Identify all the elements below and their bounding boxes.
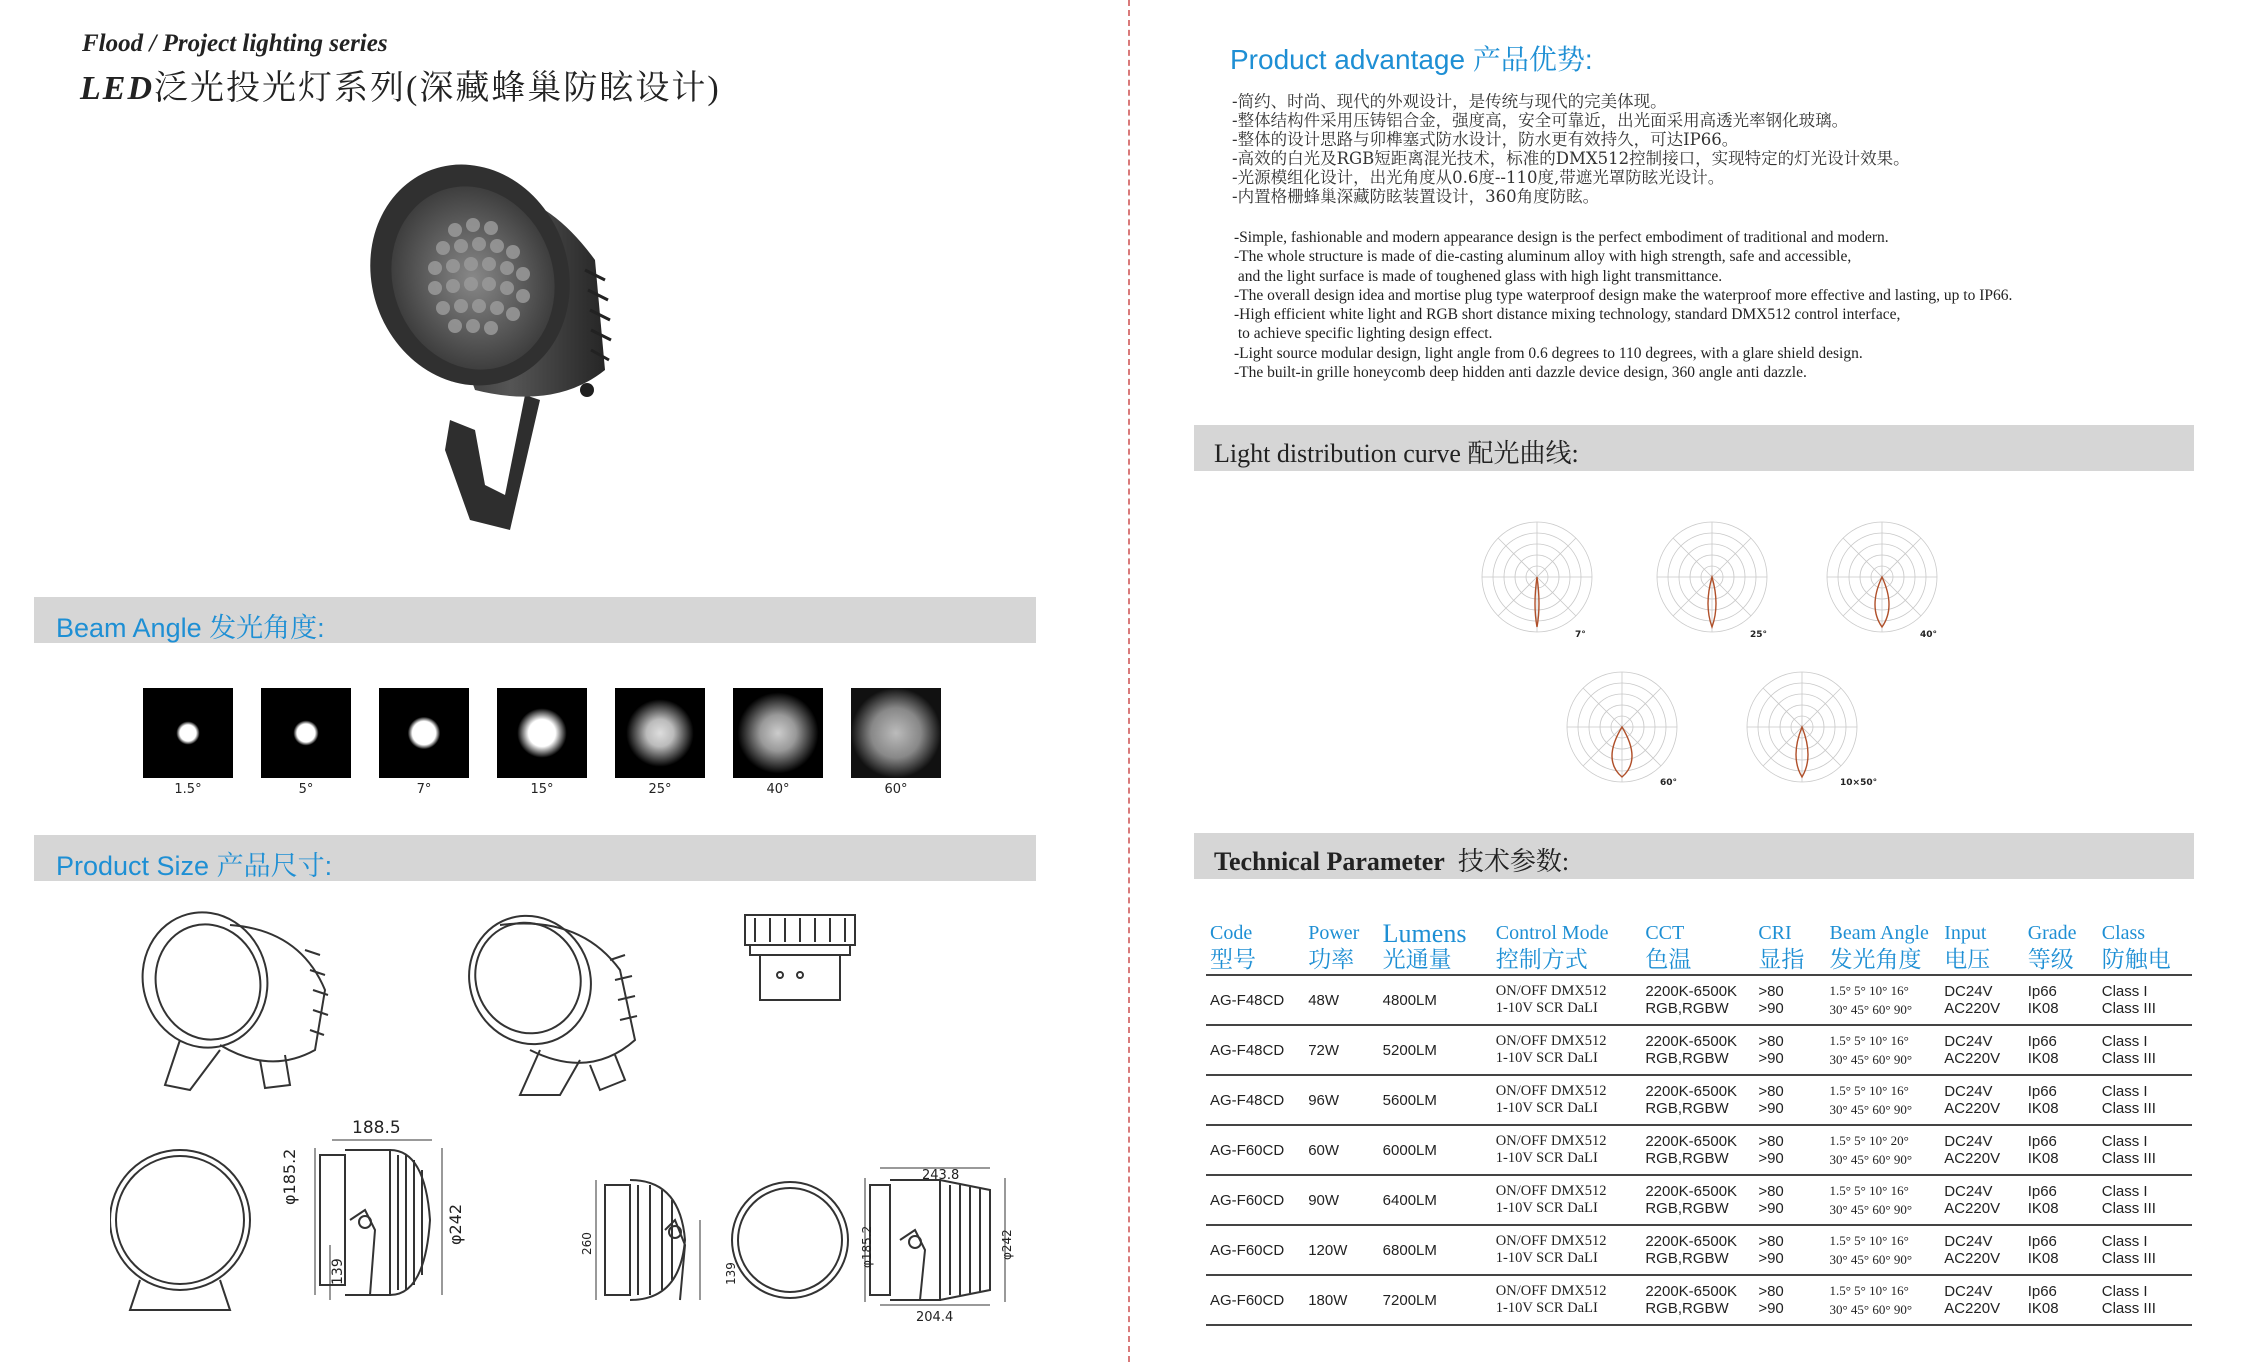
beam-angle-section-title: Beam Angle 发光角度:: [56, 613, 325, 643]
dim-width-1: 188.5: [352, 1118, 401, 1138]
table-cell-text: IK08: [2027, 1250, 2059, 1267]
table-cell: [1206, 1175, 1304, 1225]
dim-diameter-3: φ185.2: [860, 1225, 874, 1268]
table-cell: [2024, 1225, 2098, 1275]
table-cell: [1492, 1125, 1642, 1175]
table-cell: [1206, 975, 1304, 1025]
table-cell: [1304, 1025, 1378, 1075]
table-cell: [1754, 1075, 1825, 1125]
table-cell-text: Class III: [2101, 1150, 2156, 1167]
header-power: Power 功率: [1304, 912, 1378, 975]
table-cell-text: Ip66: [2027, 1083, 2057, 1100]
table-cell-text: 2200K-6500K: [1645, 1033, 1738, 1050]
table-cell: [1379, 1275, 1492, 1325]
curve-label-4: 60°: [1660, 778, 1678, 788]
table-cell: [2098, 1275, 2192, 1325]
beam-sample-5: [615, 688, 705, 778]
advantage-cn-3: -整体的设计思路与卯榫塞式防水设计，防水更有效持久，可达IP66。: [1232, 130, 1739, 149]
table-cell: [1379, 1175, 1492, 1225]
table-cell-text: AC220V: [1944, 1200, 2001, 1217]
curve-label-5: 10×50°: [1840, 778, 1878, 788]
table-cell: [1379, 1125, 1492, 1175]
table-cell: [1492, 975, 1642, 1025]
table-cell-text: 6800LM: [1382, 1241, 1437, 1259]
advantage-en-2: -The whole structure is made of die-casting aluminum alloy with high strength, safe and accessible,: [1234, 248, 1852, 266]
table-cell-text: 1-10V SCR DaLI: [1495, 1000, 1598, 1016]
table-cell: [2098, 1175, 2192, 1225]
table-cell-text: 2200K-6500K: [1645, 1133, 1738, 1150]
table-cell-text: AC220V: [1944, 1100, 2001, 1117]
table-cell-text: 96W: [1308, 1091, 1340, 1109]
polar-curve-5: [1740, 665, 1865, 790]
table-cell-text: IK08: [2027, 1000, 2059, 1017]
polar-curve-2: [1650, 515, 1775, 640]
table-cell-text: 7200LM: [1382, 1291, 1437, 1309]
advantage-en-6: to achieve specific lighting design effect.: [1234, 325, 1493, 343]
table-cell-text: Class I: [2101, 1183, 2148, 1200]
dim-diameter-4: φ242: [1000, 1229, 1014, 1260]
table-row: [1206, 1025, 2192, 1075]
tech-title-cn: 技术参数:: [1457, 847, 1570, 876]
technical-parameter-section-bar: [1194, 833, 2194, 879]
table-cell: [1304, 975, 1378, 1025]
table-cell: [1492, 1175, 1642, 1225]
tech-title-en: Technical Parameter: [1214, 847, 1445, 876]
front-view: [110, 1150, 250, 1310]
dim-diameter-2: φ242: [446, 1203, 465, 1245]
dim-diameter-1: φ185.2: [280, 1148, 299, 1205]
table-cell: [1754, 1275, 1825, 1325]
table-cell-text: RGB,RGBW: [1645, 1100, 1729, 1117]
series-subtitle-text: 泛光投光灯系列(深藏蜂巢防眩设计): [154, 70, 721, 107]
table-cell-text: 1.5° 5° 10° 16°: [1829, 1233, 1909, 1248]
table-cell-text: 30° 45° 60° 90°: [1829, 1152, 1913, 1167]
advantage-en-5: -High efficient white light and RGB short distance mixing technology, standard DMX512 control interface,: [1234, 306, 1901, 324]
table-row: [1206, 1275, 2192, 1325]
table-cell-text: Class I: [2101, 1133, 2148, 1150]
table-cell-text: RGB,RGBW: [1645, 1000, 1729, 1017]
table-cell-text: 1.5° 5° 10° 16°: [1829, 1183, 1909, 1198]
advantage-en-list: [1234, 228, 2012, 382]
table-cell-text: AG-F48CD: [1210, 1091, 1285, 1109]
table-cell-text: Class I: [2101, 1083, 2148, 1100]
table-cell-text: 72W: [1308, 1041, 1340, 1059]
table-cell: [1492, 1075, 1642, 1125]
table-cell: [1940, 1275, 2023, 1325]
table-cell: [1379, 975, 1492, 1025]
table-cell: [1641, 1225, 1754, 1275]
table-cell: [1825, 1125, 1940, 1175]
table-cell-text: Class I: [2101, 1233, 2148, 1250]
table-cell: [1304, 1225, 1378, 1275]
table-cell: [1641, 1025, 1754, 1075]
table-cell-text: Class III: [2101, 1050, 2156, 1067]
curve-label-3: 40°: [1920, 630, 1938, 640]
table-cell: [1754, 1025, 1825, 1075]
table-cell-text: Class III: [2101, 1200, 2156, 1217]
beam-sample-3: [379, 688, 469, 778]
table-cell-text: >90: [1758, 1250, 1784, 1267]
advantage-en-3: and the light surface is made of toughened glass with high light transmittance.: [1234, 267, 1723, 285]
side-view-2: [596, 1180, 700, 1300]
curve-label-2: 25°: [1750, 630, 1768, 640]
table-cell-text: AG-F60CD: [1210, 1241, 1285, 1259]
advantage-cn-2: -整体结构件采用压铸铝合金，强度高，安全可靠近，出光面采用高透光率钢化玻璃。: [1232, 111, 1849, 130]
table-cell: [1206, 1275, 1304, 1325]
table-cell-text: DC24V: [1944, 1233, 1993, 1250]
iso-view-2: [448, 910, 637, 1095]
table-cell-text: 30° 45° 60° 90°: [1829, 1252, 1913, 1267]
table-cell-text: ON/OFF DMX512: [1495, 1133, 1607, 1149]
technical-parameter-table: [1206, 912, 2192, 1326]
table-cell-text: 1.5° 5° 10° 16°: [1829, 983, 1909, 998]
table-cell: [2098, 975, 2192, 1025]
table-cell-text: 1-10V SCR DaLI: [1495, 1250, 1598, 1266]
table-cell: [2098, 1125, 2192, 1175]
table-cell-text: Class III: [2101, 1250, 2156, 1267]
table-cell-text: AC220V: [1944, 1000, 2001, 1017]
advantage-cn-1: -简约、时尚、现代的外观设计，是传统与现代的完美体现。: [1232, 92, 1667, 111]
table-cell-text: Ip66: [2027, 1033, 2057, 1050]
table-cell: [1492, 1275, 1642, 1325]
table-cell-text: IK08: [2027, 1100, 2059, 1117]
table-cell-text: 5200LM: [1382, 1041, 1437, 1059]
table-cell: [2098, 1025, 2192, 1075]
table-cell: [1825, 975, 1940, 1025]
beam-sample-6: [733, 688, 823, 778]
advantage-cn-5: -光源模组化设计，出光角度从0.6度--110度,带遮光罩防眩光设计。: [1232, 168, 1725, 187]
table-cell-text: >90: [1758, 1300, 1784, 1317]
curve-label-1: 7°: [1575, 630, 1586, 640]
advantage-cn-list: [1232, 92, 1910, 206]
product-size-section-bar: [34, 835, 1036, 881]
table-cell-text: 2200K-6500K: [1645, 983, 1738, 1000]
table-cell-text: 2200K-6500K: [1645, 1233, 1738, 1250]
table-row: [1206, 1175, 2192, 1225]
side-view-3: [865, 1168, 1005, 1305]
table-cell-text: RGB,RGBW: [1645, 1200, 1729, 1217]
table-cell: [2024, 1275, 2098, 1325]
table-cell-text: 90W: [1308, 1191, 1340, 1209]
table-cell-text: 1.5° 5° 10° 16°: [1829, 1033, 1909, 1048]
beam-sample-4: [497, 688, 587, 778]
table-cell: [1206, 1225, 1304, 1275]
table-cell-text: 48W: [1308, 991, 1340, 1009]
table-cell: [1492, 1225, 1642, 1275]
table-cell-text: 60W: [1308, 1141, 1340, 1159]
beam-sample-1: [143, 688, 233, 778]
table-cell-text: 30° 45° 60° 90°: [1829, 1002, 1913, 1017]
table-cell: [1641, 975, 1754, 1025]
table-cell: [2098, 1225, 2192, 1275]
header-control-mode: Control Mode 控制方式: [1492, 912, 1642, 975]
table-cell-text: Class III: [2101, 1000, 2156, 1017]
advantage-en-7: -Light source modular design, light angle from 0.6 degrees to 110 degrees, with a glare shield design.: [1234, 344, 1863, 362]
table-cell-text: ON/OFF DMX512: [1495, 1183, 1607, 1199]
table-cell-text: 2200K-6500K: [1645, 1183, 1738, 1200]
header-cct: CCT 色温: [1641, 912, 1754, 975]
table-cell: [1641, 1175, 1754, 1225]
light-distribution-curves: [1470, 510, 1970, 800]
header-lumens: Lumens 光通量: [1379, 912, 1492, 975]
table-cell: [1940, 1125, 2023, 1175]
series-subtitle: [80, 60, 721, 109]
table-cell: [1754, 975, 1825, 1025]
table-cell-text: >90: [1758, 1050, 1784, 1067]
beam-label-4: 15°: [530, 782, 554, 797]
table-cell: [2024, 1175, 2098, 1225]
table-cell: [1304, 1075, 1378, 1125]
table-cell: [2024, 1125, 2098, 1175]
series-subtitle-led: LED: [80, 70, 154, 107]
table-row: [1206, 1225, 2192, 1275]
table-cell-text: 30° 45° 60° 90°: [1829, 1102, 1913, 1117]
table-cell-text: DC24V: [1944, 1283, 1993, 1300]
advantage-cn-4: -高效的白光及RGB短距离混光技术，标准的DMX512控制接口，实现特定的灯光设计效果。: [1232, 149, 1910, 168]
table-cell-text: >90: [1758, 1000, 1784, 1017]
beam-sample-2: [261, 688, 351, 778]
table-cell-text: AC220V: [1944, 1050, 2001, 1067]
series-title: Flood / Project lighting series: [82, 30, 388, 57]
table-cell: [1641, 1075, 1754, 1125]
product-size-drawing: [110, 910, 1030, 1355]
beam-label-1: 1.5°: [174, 782, 202, 797]
table-cell-text: AC220V: [1944, 1250, 2001, 1267]
table-cell-text: >80: [1758, 1233, 1784, 1250]
page-divider: [1128, 0, 1130, 1362]
table-cell-text: 1-10V SCR DaLI: [1495, 1300, 1598, 1316]
table-cell-text: 6000LM: [1382, 1141, 1437, 1159]
table-cell-text: Class I: [2101, 983, 2148, 1000]
table-cell-text: 1-10V SCR DaLI: [1495, 1200, 1598, 1216]
polar-curve-1: [1475, 515, 1600, 640]
beam-label-5: 25°: [648, 782, 672, 797]
table-cell-text: Class I: [2101, 1033, 2148, 1050]
table-cell-text: DC24V: [1944, 983, 1993, 1000]
table-cell: [1940, 1175, 2023, 1225]
table-cell-text: ON/OFF DMX512: [1495, 1083, 1607, 1099]
table-cell-text: AG-F48CD: [1210, 991, 1285, 1009]
table-cell: [1754, 1175, 1825, 1225]
table-cell-text: IK08: [2027, 1150, 2059, 1167]
header-beam-angle: Beam Angle 发光角度: [1825, 912, 1940, 975]
table-cell: [1379, 1075, 1492, 1125]
table-cell-text: Class III: [2101, 1100, 2156, 1117]
table-cell: [2024, 1025, 2098, 1075]
header-cri: CRI 显指: [1754, 912, 1825, 975]
table-cell-text: 1.5° 5° 10° 16°: [1829, 1083, 1909, 1098]
polar-curve-3: [1820, 515, 1945, 640]
table-cell: [1754, 1125, 1825, 1175]
table-cell-text: ON/OFF DMX512: [1495, 1283, 1607, 1299]
table-cell-text: 4800LM: [1382, 991, 1437, 1009]
product-size-section-title: Product Size 产品尺寸:: [56, 851, 333, 881]
table-cell-text: AG-F60CD: [1210, 1141, 1285, 1159]
table-cell-text: AG-F48CD: [1210, 1041, 1285, 1059]
table-cell: [1825, 1225, 1940, 1275]
table-cell-text: RGB,RGBW: [1645, 1150, 1729, 1167]
table-cell-text: 5600LM: [1382, 1091, 1437, 1109]
table-cell-text: 1-10V SCR DaLI: [1495, 1100, 1598, 1116]
table-cell-text: IK08: [2027, 1200, 2059, 1217]
table-cell-text: 30° 45° 60° 90°: [1829, 1202, 1913, 1217]
table-row: [1206, 1125, 2192, 1175]
header-grade: Grade 等级: [2024, 912, 2098, 975]
table-cell-text: >80: [1758, 1183, 1784, 1200]
table-header-row: [1206, 912, 2192, 975]
table-cell: [1206, 1075, 1304, 1125]
table-cell-text: Ip66: [2027, 1133, 2057, 1150]
header-class: Class 防触电: [2098, 912, 2192, 975]
table-cell-text: IK08: [2027, 1300, 2059, 1317]
table-cell-text: AG-F60CD: [1210, 1291, 1285, 1309]
table-cell-text: RGB,RGBW: [1645, 1250, 1729, 1267]
beam-label-2: 5°: [298, 782, 314, 797]
light-distribution-section-bar: [1194, 425, 2194, 471]
table-cell-text: ON/OFF DMX512: [1495, 1233, 1607, 1249]
table-cell-text: >80: [1758, 983, 1784, 1000]
table-cell-text: DC24V: [1944, 1133, 1993, 1150]
technical-parameter-section-title: [1214, 841, 1569, 878]
table-cell-text: 1.5° 5° 10° 16°: [1829, 1283, 1909, 1298]
table-cell-text: Class I: [2101, 1283, 2148, 1300]
table-cell-text: Class III: [2101, 1300, 2156, 1317]
dim-width-2: 243.8: [922, 1168, 960, 1183]
table-cell-text: 2200K-6500K: [1645, 1083, 1738, 1100]
dim-height-3: 139: [724, 1262, 738, 1285]
table-cell-text: Ip66: [2027, 1283, 2057, 1300]
table-cell: [1206, 1125, 1304, 1175]
table-cell-text: IK08: [2027, 1050, 2059, 1067]
table-cell: [1304, 1275, 1378, 1325]
table-cell: [1940, 1225, 2023, 1275]
dim-height-2: 260: [580, 1232, 594, 1255]
top-view: [745, 915, 855, 1000]
table-cell-text: DC24V: [1944, 1183, 1993, 1200]
light-distribution-section-title: Light distribution curve 配光曲线:: [1214, 439, 1579, 468]
beam-label-3: 7°: [416, 782, 432, 797]
table-cell: [1379, 1225, 1492, 1275]
table-cell-text: >90: [1758, 1150, 1784, 1167]
advantage-en-1: -Simple, fashionable and modern appearance design is the perfect embodiment of traditional and modern.: [1234, 229, 1889, 246]
table-cell: [1940, 1025, 2023, 1075]
table-cell-text: 6400LM: [1382, 1191, 1437, 1209]
table-cell-text: >90: [1758, 1200, 1784, 1217]
product-advantage-title: Product advantage 产品优势:: [1230, 44, 1593, 75]
table-cell-text: >90: [1758, 1100, 1784, 1117]
table-cell-text: AC220V: [1944, 1150, 2001, 1167]
table-cell-text: Ip66: [2027, 1233, 2057, 1250]
table-cell: [1492, 1025, 1642, 1075]
table-cell: [1825, 1275, 1940, 1325]
table-cell-text: 30° 45° 60° 90°: [1829, 1302, 1913, 1317]
table-cell-text: DC24V: [1944, 1033, 1993, 1050]
table-row: [1206, 1075, 2192, 1125]
table-cell-text: AC220V: [1944, 1300, 2001, 1317]
table-cell: [2098, 1075, 2192, 1125]
table-cell: [1940, 975, 2023, 1025]
beam-sample-7: [851, 688, 941, 778]
table-cell: [1641, 1125, 1754, 1175]
table-cell: [1940, 1075, 2023, 1125]
table-cell-text: DC24V: [1944, 1083, 1993, 1100]
beam-angle-samples: [143, 688, 1043, 798]
table-cell: [1825, 1175, 1940, 1225]
table-cell-text: RGB,RGBW: [1645, 1300, 1729, 1317]
advantage-en-4: -The overall design idea and mortise plug type waterproof design make the waterproof more effective and lasting, up to IP66.: [1234, 286, 2013, 304]
table-cell-text: >80: [1758, 1283, 1784, 1300]
table-cell-text: 180W: [1308, 1291, 1348, 1309]
header-input: Input 电压: [1940, 912, 2023, 975]
table-cell-text: ON/OFF DMX512: [1495, 983, 1607, 999]
table-cell: [1379, 1025, 1492, 1075]
advantage-en-8: -The built-in grille honeycomb deep hidden anti dazzle device design, 360 angle anti dazzle.: [1234, 364, 1807, 382]
table-cell: [1641, 1275, 1754, 1325]
beam-label-7: 60°: [884, 782, 908, 797]
front-view-2: [732, 1182, 848, 1298]
table-cell: [2024, 1075, 2098, 1125]
table-cell-text: AG-F60CD: [1210, 1191, 1285, 1209]
table-cell-text: 30° 45° 60° 90°: [1829, 1052, 1913, 1067]
table-cell-text: ON/OFF DMX512: [1495, 1033, 1607, 1049]
polar-curve-4: [1560, 665, 1685, 790]
table-row: [1206, 975, 2192, 1025]
table-cell: [1304, 1175, 1378, 1225]
table-cell-text: 2200K-6500K: [1645, 1283, 1738, 1300]
table-cell-text: RGB,RGBW: [1645, 1050, 1729, 1067]
table-cell-text: Ip66: [2027, 1183, 2057, 1200]
table-cell-text: 1-10V SCR DaLI: [1495, 1150, 1598, 1166]
dim-height-1: 139: [330, 1258, 346, 1285]
advantage-cn-6: -内置格栅蜂巢深藏防眩装置设计，360角度防眩。: [1232, 187, 1600, 206]
table-cell-text: 120W: [1308, 1241, 1348, 1259]
dim-width-3: 204.4: [916, 1310, 954, 1325]
table-cell-text: Ip66: [2027, 983, 2057, 1000]
beam-label-6: 40°: [766, 782, 790, 797]
table-cell-text: 1.5° 5° 10° 20°: [1829, 1133, 1909, 1148]
table-cell-text: 1-10V SCR DaLI: [1495, 1050, 1598, 1066]
product-image: [355, 150, 655, 550]
beam-angle-section-bar: [34, 597, 1036, 643]
table-cell: [1304, 1125, 1378, 1175]
table-cell-text: >80: [1758, 1133, 1784, 1150]
table-cell-text: >80: [1758, 1033, 1784, 1050]
table-cell: [1825, 1075, 1940, 1125]
table-cell-text: >80: [1758, 1083, 1784, 1100]
table-cell: [2024, 975, 2098, 1025]
table-cell: [1754, 1225, 1825, 1275]
table-cell: [1206, 1025, 1304, 1075]
iso-view-1: [128, 910, 328, 1090]
header-code: Code 型号: [1206, 912, 1304, 975]
table-cell: [1825, 1025, 1940, 1075]
